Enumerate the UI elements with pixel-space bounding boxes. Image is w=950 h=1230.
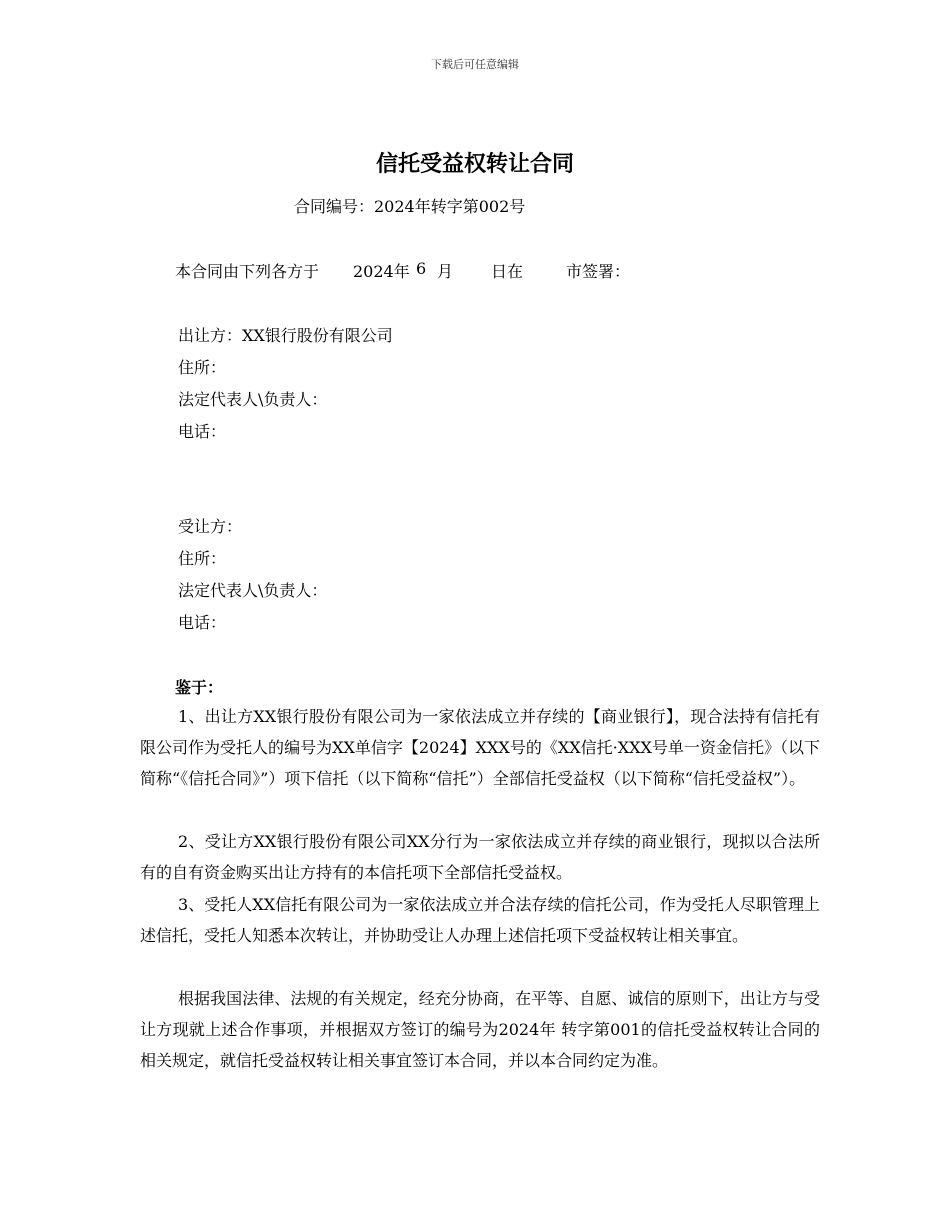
transferee-address: 住所： <box>178 549 227 568</box>
document-title: 信托受益权转让合同 <box>375 152 574 177</box>
page-header: 下载后可任意编辑 <box>431 58 519 71</box>
intro-month: 月 <box>437 262 454 281</box>
transferor-representative: 法定代表人\负责人： <box>178 390 328 409</box>
contract-number: 合同编号：2024年转字第002号 <box>294 197 526 216</box>
intro-month-number: 6 <box>416 259 427 278</box>
transferor-name: 出让方：XX银行股份有限公司 <box>178 326 393 345</box>
intro-year: 2024年 <box>353 262 410 281</box>
intro-prefix: 本合同由下列各方于 <box>175 262 320 281</box>
whereas-closing-paragraph: 根据我国法律、法规的有关规定，经充分协商，在平等、自愿、诚信的原则下，出让方与受让方现就上述合作事项，并根据双方签订的编号为2024年 转字第001的信托受益权转让合同的相关规定，就信托受益权转让相关事宜签订本合同，并以本合同约定为准。 <box>140 989 820 1071</box>
intro-day: 日在 <box>491 262 524 281</box>
transferee-phone: 电话： <box>178 613 227 632</box>
whereas-heading: 鉴于： <box>175 678 224 697</box>
transferor-phone: 电话： <box>178 422 227 441</box>
intro-city: 市签署： <box>566 262 631 281</box>
transferor-address: 住所： <box>178 358 227 377</box>
whereas-clause-3: 3、受托人XX信托有限公司为一家依法成立并合法存续的信托公司，作为受托人尽职管理上述信托，受托人知悉本次转让，并协助受让人办理上述信托项下受益权转让相关事宜。 <box>140 895 820 946</box>
transferee-name: 受让方： <box>178 517 243 536</box>
whereas-clause-2: 2、受让方XX银行股份有限公司XX分行为一家依法成立并存续的商业银行，现拟以合法所有的自有资金购买出让方持有的本信托项下全部信托受益权。 <box>140 832 820 883</box>
whereas-clause-1: 1、出让方XX银行股份有限公司为一家依法成立并存续的【商业银行】，现合法持有信托有限公司作为受托人的编号为XX单信字【2024】XXX号的《XX信托·XXX号单一资金信托》（以下简称“《信托合同》”）项下信托（以下简称“信托”）全部信托受益权（以下简称“信托受益权”）。 <box>140 707 820 789</box>
transferee-representative: 法定代表人\负责人： <box>178 581 328 600</box>
